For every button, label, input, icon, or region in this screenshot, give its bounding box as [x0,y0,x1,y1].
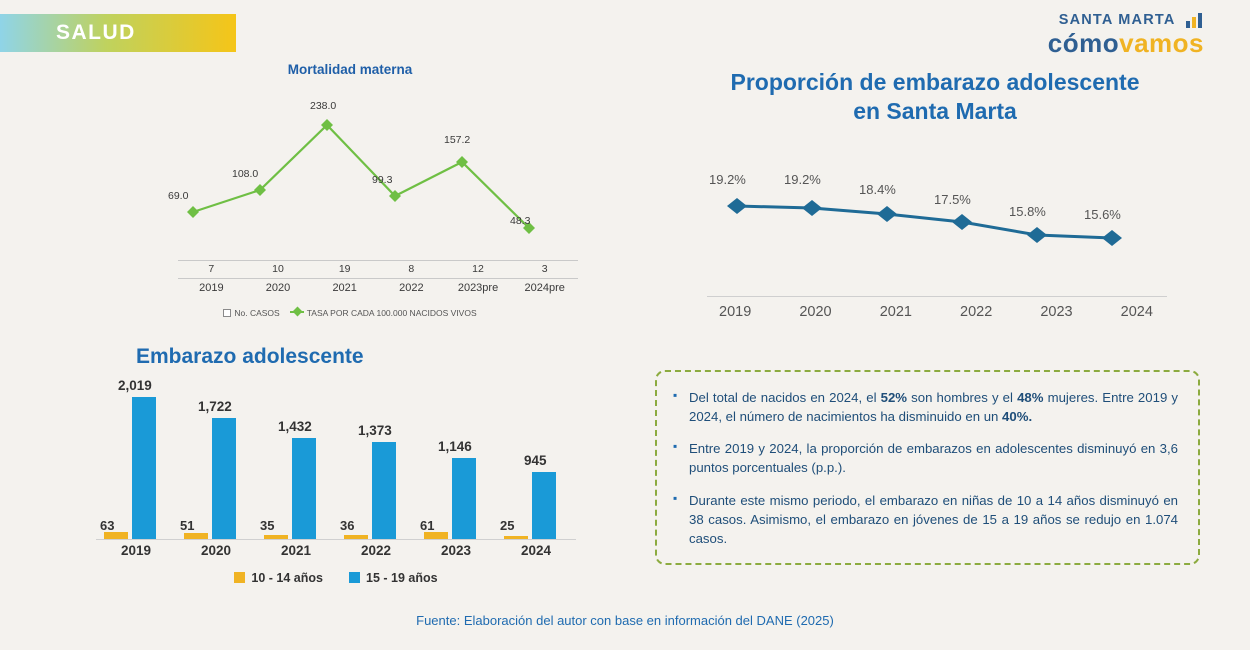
bar-value-15-19: 1,432 [278,419,312,434]
bar-15-19 [372,442,396,539]
legend-line-icon [290,311,304,313]
axis-tick-label: 2022 [960,304,993,320]
brand-logo-bottom-a: cómo [1047,28,1120,59]
axis-tick-label: 2023 [440,543,472,558]
mortalidad-casos-table [178,260,578,294]
legend-item-10-14 [234,571,323,585]
embarazo-x-axis-line [96,539,576,540]
bar-value-10-14: 51 [180,518,195,533]
chart-mortalidad-title: Mortalidad materna [287,62,413,77]
mortalidad-value-label: 108.0 [232,168,259,180]
axis-tick-label: 2020 [265,282,291,294]
list-item [673,439,1178,477]
axis-tick-label: 2021 [879,304,912,320]
axis-tick-label: 2024 [520,543,552,558]
axis-tick-label: 2021 [280,543,312,558]
bar-value-10-14: 61 [420,518,435,533]
table-cell: 7 [208,263,215,275]
section-banner [0,14,236,52]
brand-logo [1047,11,1204,59]
chart-embarazo-plot [96,378,616,585]
insights-callout [655,370,1200,565]
proporcion-value-label: 15.8% [1009,203,1046,219]
bar-15-19 [212,418,236,539]
proporcion-x-axis-labels [695,304,1177,320]
bar-15-19 [292,438,316,539]
proporcion-value-label: 19.2% [709,171,746,187]
bar-value-15-19: 1,146 [438,439,472,454]
axis-tick-label: 2022 [399,282,424,294]
list-item [673,388,1178,426]
axis-tick-label: 2023pre [457,282,499,294]
chart-mortalidad-materna [110,62,590,337]
axis-tick-label: 2024pre [524,282,565,294]
legend-label: No. CASOS [234,308,280,318]
legend-label: TASA POR CADA 100.000 NACIDOS VIVOS [306,308,477,318]
axis-tick-label: 2024 [1120,304,1153,320]
bar-value-15-19: 2,019 [118,378,152,393]
proporcion-markers [727,198,1122,246]
bar-10-14 [104,532,128,539]
brand-logo-top: SANTA MARTA [1058,11,1176,28]
axis-tick-label: 2021 [332,282,357,294]
mortalidad-x-axis-labels [178,282,578,294]
insight-text-1: Del total de nacidos en 2024, el 52% son hombres y el 48% mujeres. Entre 2019 y 2024, el número de nacimientos ha disminuido en un 40%. [689,390,1178,425]
bar-10-14 [424,532,448,539]
table-row [178,260,578,279]
legend-item-casos [223,308,279,318]
chart-proporcion-title [655,68,1215,126]
proporcion-line [737,203,1112,238]
legend-swatch-icon [223,309,231,317]
brand-logo-bottom-b: vamos [1119,28,1204,59]
axis-tick-label: 2019 [120,543,152,558]
axis-tick-label: 2019 [199,282,224,294]
axis-tick-label: 2023 [1040,304,1073,320]
bar-value-10-14: 36 [340,518,355,533]
bar-15-19 [132,397,156,539]
proporcion-value-label: 17.5% [934,191,971,207]
legend-swatch-icon [349,572,360,583]
brand-logo-bottom [1047,28,1204,59]
mortalidad-value-label: 238.0 [310,100,337,112]
bar-15-19 [452,458,476,539]
table-cell: 19 [338,263,351,275]
axis-tick-label: 2022 [360,543,392,558]
proporcion-value-label: 15.6% [1084,206,1121,222]
chart-proporcion-embarazo [655,68,1215,358]
mortalidad-legend [110,308,590,318]
embarazo-x-axis-labels [96,543,576,558]
chart-proporcion-title-line1: Proporción de embarazo adolescente [730,69,1140,95]
chart-proporcion-title-line2: en Santa Marta [853,97,1017,124]
table-cell: 12 [472,263,484,275]
bar-value-10-14: 35 [260,518,275,533]
axis-tick-label: 2020 [799,304,832,320]
bar-chart-icon [1186,12,1204,28]
bar-value-15-19: 1,373 [358,423,392,438]
axis-tick-label: 2019 [719,304,752,320]
bar-value-15-19: 945 [524,453,547,468]
embarazo-legend [96,571,576,585]
list-item [673,491,1178,548]
bar-value-10-14: 63 [100,518,115,533]
legend-label: 10 - 14 años [251,571,323,585]
legend-label: 15 - 19 años [366,571,438,585]
insights-list [673,388,1178,548]
insight-text-2: Entre 2019 y 2024, la proporción de embarazos en adolescentes disminuyó en 3,6 puntos porcentuales (p.p.). [689,441,1178,476]
bar-15-19 [532,472,556,539]
chart-embarazo-adolescente [96,345,616,585]
bar-value-10-14: 25 [500,518,515,533]
legend-item-15-19 [349,571,438,585]
section-banner-label: SALUD [56,21,136,44]
table-cell: 10 [272,263,284,275]
mortalidad-value-label: 99.3 [372,174,393,186]
proporcion-value-label: 18.4% [859,181,896,197]
table-cell: 8 [408,263,415,275]
proporcion-x-axis-line [707,296,1167,297]
mortalidad-value-label: 48.3 [510,215,531,227]
chart-embarazo-title: Embarazo adolescente [136,345,364,368]
table-cell: 3 [541,263,548,275]
mortalidad-value-label: 157.2 [444,134,471,146]
mortalidad-value-label: 69.0 [168,190,189,202]
legend-item-tasa [290,308,477,318]
legend-swatch-icon [234,572,245,583]
insight-text-3: Durante este mismo periodo, el embarazo en niñas de 10 a 14 años disminuyó en 38 casos. Asimismo, el embarazo en jóvenes de 15 a 19 años se redujo en 1.074 casos. [689,492,1178,546]
proporcion-value-label: 19.2% [784,171,821,187]
source-note: Fuente: Elaboración del autor con base en información del DANE (2025) [416,613,834,628]
axis-tick-label: 2020 [200,543,232,558]
bar-value-15-19: 1,722 [198,399,232,414]
